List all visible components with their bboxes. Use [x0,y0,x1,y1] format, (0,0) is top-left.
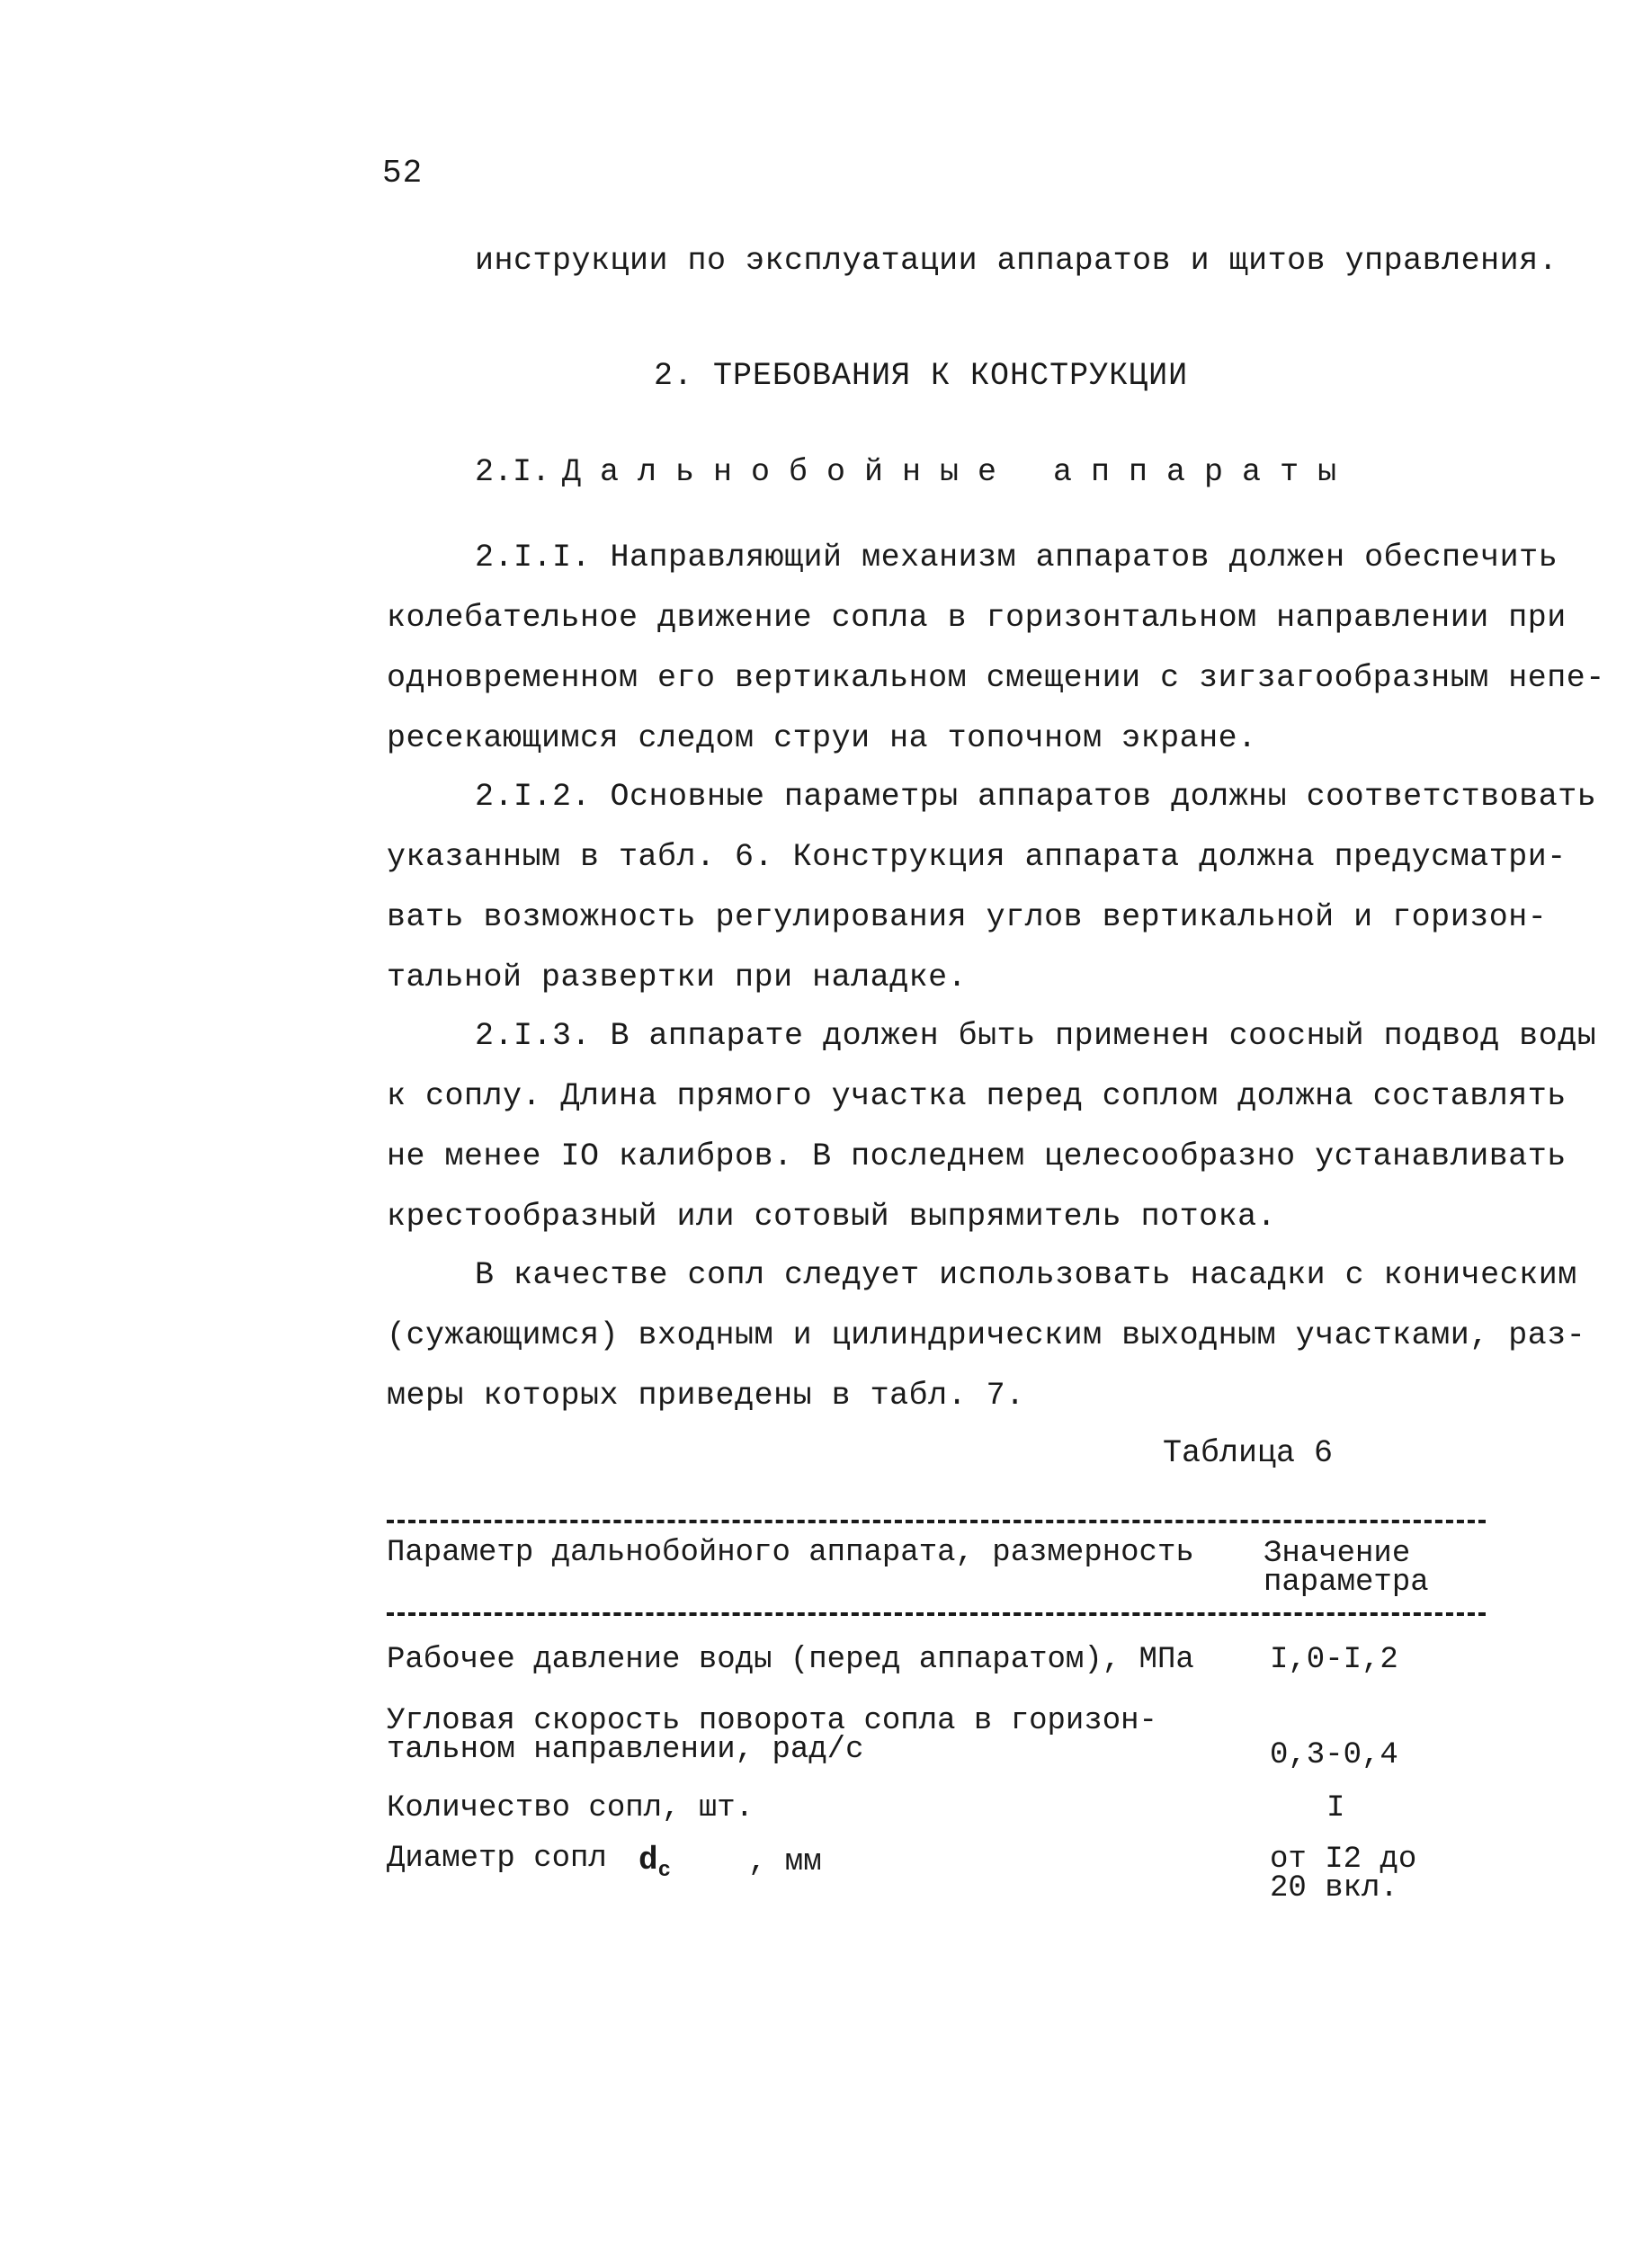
table-header-rule [387,1612,1486,1616]
table-row-value-line: от I2 до [1270,1843,1417,1877]
symbol-letter: d [638,1842,658,1879]
paragraph-line: 2.I.3. В аппарате должен быть применен соосный подвод воды [475,1018,1597,1054]
paragraph-line: одновременном его вертикальном смещении с зигзагообразным непе- [387,660,1605,696]
table-header-value-line: параметра [1264,1566,1429,1600]
subsection-number: 2.I. [475,454,551,490]
table-row-param-line: тальном направлении, рад/с [387,1733,864,1767]
table-caption: Таблица 6 [1163,1435,1334,1471]
page-number: 52 [382,155,424,192]
table-row-param: Рабочее давление воды (перед аппаратом), МПа [387,1643,1194,1677]
table-header-value [1264,1537,1429,1600]
table-row-param: Диаметр сопл [387,1842,607,1876]
table-row-param-line: Угловая скорость поворота сопла в горизон- [387,1704,1157,1738]
paragraph-line: крестообразный или сотовый выпрямитель потока. [387,1199,1277,1235]
paragraph-line: 2.I.I. Направляющий механизм аппаратов должен обеспечить [475,540,1558,576]
table-row-value [1270,1845,1416,1903]
symbol-subscript: c [657,1859,672,1884]
subsection-title: Дальнобойные аппараты [562,454,1356,490]
paragraph-line: не менее IO калибров. В последнем целесообразно устанавливать [387,1138,1567,1174]
paragraph-line: (сужающимся) входным и цилиндрическим выходным участками, раз- [387,1317,1586,1353]
section-heading: 2. ТРЕБОВАНИЯ К КОНСТРУКЦИИ [654,358,1189,394]
paragraph-line: указанным в табл. 6. Конструкция аппарата должна предусматри- [387,839,1567,875]
table-row-value-line: 20 вкл. [1270,1871,1398,1905]
table-header-param: Параметр дальнобойного аппарата, размерность [387,1536,1194,1570]
table-row-param [387,1704,1157,1767]
paragraph-line: меры которых приведены в табл. 7. [387,1378,1025,1414]
table-row-value: 0,3-0,4 [1270,1738,1398,1772]
paragraph-line: В качестве сопл следует использовать насадки с коническим [475,1257,1577,1293]
table-row-value: I [1326,1791,1345,1825]
paragraph-line: колебательное движение сопла в горизонтальном направлении при [387,600,1567,636]
table-top-rule [387,1520,1486,1523]
table-header-value-line: Значение [1264,1537,1411,1571]
paragraph-line: тальной развертки при наладке. [387,959,968,995]
table-row-param: Количество сопл, шт. [387,1791,755,1825]
table-row-unit: , мм [748,1845,822,1879]
nozzle-diameter-symbol [638,1842,671,1883]
paragraph-line: к соплу. Длина прямого участка перед соплом должна составлять [387,1078,1567,1114]
paragraph-line: вать возможность регулирования углов вертикальной и горизон- [387,899,1548,935]
intro-line: инструкции по эксплуатации аппаратов и щитов управления. [475,243,1558,279]
paragraph-line: 2.I.2. Основные параметры аппаратов должны соответствовать [475,779,1597,815]
paragraph-line: ресекающимся следом струи на топочном экране. [387,720,1257,756]
table-row-value: I,0-I,2 [1270,1643,1398,1677]
